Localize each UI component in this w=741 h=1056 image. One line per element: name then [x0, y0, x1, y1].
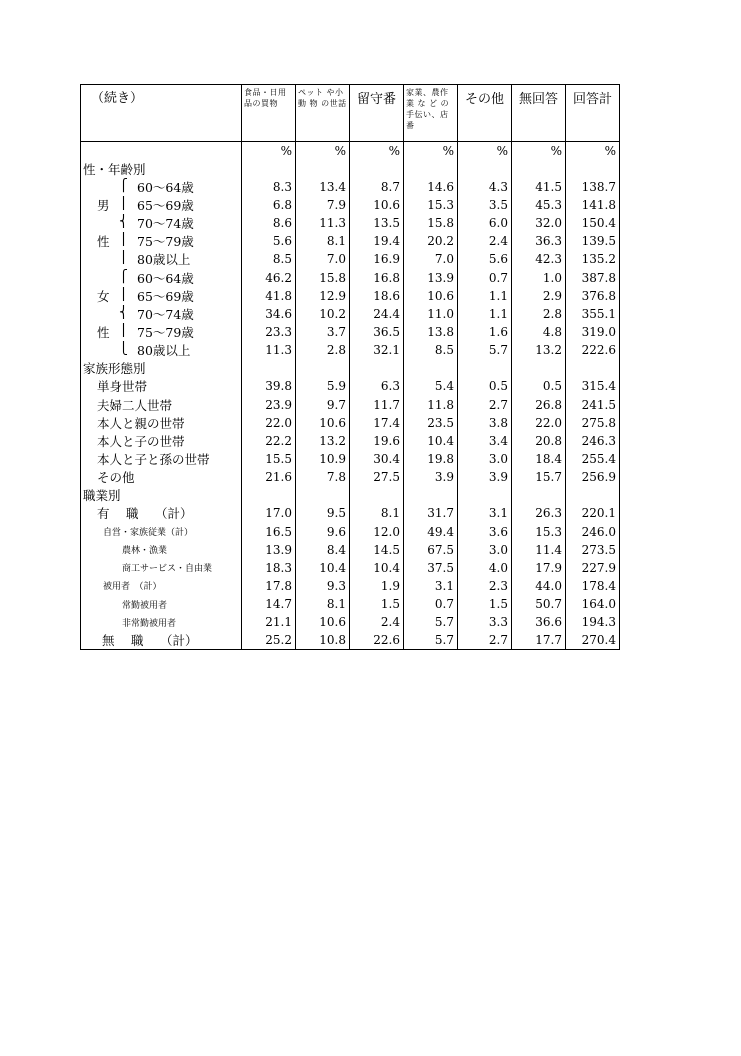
- value-cell: 16.5: [242, 522, 296, 540]
- value-cell: 21.6: [242, 468, 296, 486]
- sex-label-female: 女: [97, 288, 110, 304]
- row-label: ⎨ 70～74歳: [81, 305, 242, 323]
- value-cell: 10.2: [296, 305, 350, 323]
- table-row: [81, 559, 620, 577]
- table-row: [81, 214, 620, 232]
- value-cell: 17.0: [242, 504, 296, 522]
- unit-cell: %: [404, 142, 458, 160]
- value-cell: 2.7: [458, 395, 512, 413]
- table-row: [81, 631, 620, 650]
- value-cell: 20.2: [404, 232, 458, 250]
- value-cell: 227.9: [566, 559, 620, 577]
- value-cell: 3.3: [458, 613, 512, 631]
- brace-icon: ⎧: [119, 177, 128, 192]
- value-cell: 3.4: [458, 432, 512, 450]
- header-continued: （続き）: [81, 85, 242, 142]
- brace-icon: ⎨: [119, 304, 128, 319]
- table-row: [81, 323, 620, 341]
- value-cell: 13.2: [512, 341, 566, 359]
- value-cell: 178.4: [566, 577, 620, 595]
- value-cell: 2.4: [350, 613, 404, 631]
- sex-label-male: 男: [97, 197, 110, 213]
- value-cell: 2.8: [512, 305, 566, 323]
- value-cell: 17.8: [242, 577, 296, 595]
- value-cell: 3.7: [296, 323, 350, 341]
- value-cell: 19.6: [350, 432, 404, 450]
- value-cell: 37.5: [404, 559, 458, 577]
- sex-label-male: 性: [97, 234, 110, 250]
- value-cell: 3.8: [458, 414, 512, 432]
- value-cell: 10.8: [296, 631, 350, 650]
- table-row: [81, 268, 620, 286]
- row-label: ⎧ 60～64歳: [81, 268, 242, 286]
- value-cell: 49.4: [404, 522, 458, 540]
- value-cell: 11.7: [350, 395, 404, 413]
- row-label: その他: [81, 468, 242, 486]
- brace-icon: ⎪: [119, 250, 128, 265]
- value-cell: 6.8: [242, 196, 296, 214]
- row-label: 本人と親の世帯: [81, 414, 242, 432]
- value-cell: 7.0: [296, 250, 350, 268]
- value-cell: 24.4: [350, 305, 404, 323]
- value-cell: 8.4: [296, 541, 350, 559]
- value-cell: 246.3: [566, 432, 620, 450]
- value-cell: 23.9: [242, 395, 296, 413]
- value-cell: 387.8: [566, 268, 620, 286]
- value-cell: 5.4: [404, 377, 458, 395]
- value-cell: 17.7: [512, 631, 566, 650]
- table-row: [81, 613, 620, 631]
- brace-icon: ⎨: [119, 214, 128, 229]
- table-row: [81, 305, 620, 323]
- value-cell: 26.8: [512, 395, 566, 413]
- row-label: 夫婦二人世帯: [81, 395, 242, 413]
- value-cell: 5.6: [458, 250, 512, 268]
- value-cell: 10.6: [296, 613, 350, 631]
- survey-table: [80, 84, 620, 650]
- sex-label-female: 性: [97, 324, 110, 340]
- value-cell: 1.0: [512, 268, 566, 286]
- value-cell: 31.7: [404, 504, 458, 522]
- table-row: [81, 250, 620, 268]
- value-cell: 2.3: [458, 577, 512, 595]
- row-label: ⎪ 80歳以上: [81, 250, 242, 268]
- value-cell: 3.0: [458, 541, 512, 559]
- value-cell: 36.3: [512, 232, 566, 250]
- row-label: 自営・家族従業（計）: [81, 522, 242, 540]
- value-cell: 15.5: [242, 450, 296, 468]
- value-cell: 1.5: [458, 595, 512, 613]
- value-cell: 12.9: [296, 287, 350, 305]
- value-cell: 3.1: [458, 504, 512, 522]
- value-cell: 3.9: [404, 468, 458, 486]
- row-label: ⎧ 60～64歳: [81, 178, 242, 196]
- value-cell: 13.5: [350, 214, 404, 232]
- table-row: [81, 232, 620, 250]
- unit-label-cell: [81, 142, 242, 160]
- table-row: [81, 522, 620, 540]
- value-cell: 45.3: [512, 196, 566, 214]
- value-cell: 46.2: [242, 268, 296, 286]
- value-cell: 1.1: [458, 305, 512, 323]
- value-cell: 26.3: [512, 504, 566, 522]
- header-col-5: その他: [458, 85, 512, 142]
- value-cell: 16.8: [350, 268, 404, 286]
- value-cell: 8.6: [242, 214, 296, 232]
- value-cell: 220.1: [566, 504, 620, 522]
- value-cell: 30.4: [350, 450, 404, 468]
- header-row: [81, 85, 620, 142]
- value-cell: 4.0: [458, 559, 512, 577]
- value-cell: 150.4: [566, 214, 620, 232]
- value-cell: 13.9: [404, 268, 458, 286]
- value-cell: 25.2: [242, 631, 296, 650]
- table-row: [81, 178, 620, 196]
- section-family: 家族形態別: [81, 359, 242, 377]
- value-cell: 2.7: [458, 631, 512, 650]
- value-cell: 22.0: [512, 414, 566, 432]
- row-label: 商工サービス・自由業: [81, 559, 242, 577]
- value-cell: 8.5: [404, 341, 458, 359]
- value-cell: 8.5: [242, 250, 296, 268]
- value-cell: 41.5: [512, 178, 566, 196]
- table-row: [81, 341, 620, 359]
- table-row: [81, 504, 620, 522]
- header-col-4: 家業、農作業 な ど の手伝い、店番: [404, 85, 458, 142]
- value-cell: 139.5: [566, 232, 620, 250]
- row-label: ⎩ 80歳以上: [81, 341, 242, 359]
- value-cell: 36.6: [512, 613, 566, 631]
- section-job: 職業別: [81, 486, 242, 504]
- unit-cell: %: [242, 142, 296, 160]
- brace-icon: ⎩: [119, 341, 128, 356]
- value-cell: 15.3: [404, 196, 458, 214]
- value-cell: 8.3: [242, 178, 296, 196]
- value-cell: 22.2: [242, 432, 296, 450]
- unit-row: [81, 142, 620, 160]
- brace-icon: ⎧: [119, 268, 128, 283]
- value-cell: 1.6: [458, 323, 512, 341]
- row-label: 常勤被用者: [81, 595, 242, 613]
- value-cell: 18.6: [350, 287, 404, 305]
- section-sex-age: 性・年齢別: [81, 160, 242, 178]
- value-cell: 23.5: [404, 414, 458, 432]
- value-cell: 11.8: [404, 395, 458, 413]
- value-cell: 19.8: [404, 450, 458, 468]
- table-row: [81, 577, 620, 595]
- unit-cell: %: [512, 142, 566, 160]
- header-col-2: ペット や小 動 物 の世話: [296, 85, 350, 142]
- value-cell: 32.1: [350, 341, 404, 359]
- brace-icon: ⎪: [119, 232, 128, 247]
- value-cell: 355.1: [566, 305, 620, 323]
- value-cell: 10.9: [296, 450, 350, 468]
- value-cell: 17.9: [512, 559, 566, 577]
- header-col-7: 回答計: [566, 85, 620, 142]
- value-cell: 11.0: [404, 305, 458, 323]
- section-row: [81, 359, 620, 377]
- value-cell: 5.9: [296, 377, 350, 395]
- value-cell: 4.8: [512, 323, 566, 341]
- unit-cell: %: [458, 142, 512, 160]
- value-cell: 8.1: [296, 595, 350, 613]
- value-cell: 14.6: [404, 178, 458, 196]
- brace-icon: ⎪: [119, 322, 128, 337]
- value-cell: 36.5: [350, 323, 404, 341]
- value-cell: 5.7: [404, 613, 458, 631]
- value-cell: 141.8: [566, 196, 620, 214]
- value-cell: 11.3: [242, 341, 296, 359]
- value-cell: 4.3: [458, 178, 512, 196]
- value-cell: 7.9: [296, 196, 350, 214]
- value-cell: 12.0: [350, 522, 404, 540]
- value-cell: 319.0: [566, 323, 620, 341]
- value-cell: 3.9: [458, 468, 512, 486]
- value-cell: 23.3: [242, 323, 296, 341]
- value-cell: 273.5: [566, 541, 620, 559]
- value-cell: 2.4: [458, 232, 512, 250]
- value-cell: 5.7: [458, 341, 512, 359]
- value-cell: 15.3: [512, 522, 566, 540]
- value-cell: 10.6: [296, 414, 350, 432]
- value-cell: 15.8: [296, 268, 350, 286]
- value-cell: 8.1: [350, 504, 404, 522]
- value-cell: 15.7: [512, 468, 566, 486]
- value-cell: 18.3: [242, 559, 296, 577]
- value-cell: 10.4: [404, 432, 458, 450]
- table-row: [81, 432, 620, 450]
- value-cell: 270.4: [566, 631, 620, 650]
- value-cell: 27.5: [350, 468, 404, 486]
- value-cell: 9.3: [296, 577, 350, 595]
- value-cell: 164.0: [566, 595, 620, 613]
- value-cell: 13.4: [296, 178, 350, 196]
- value-cell: 3.5: [458, 196, 512, 214]
- value-cell: 135.2: [566, 250, 620, 268]
- value-cell: 6.0: [458, 214, 512, 232]
- value-cell: 246.0: [566, 522, 620, 540]
- value-cell: 20.8: [512, 432, 566, 450]
- table-row: [81, 377, 620, 395]
- section-row: [81, 160, 620, 178]
- row-label: 非常勤被用者: [81, 613, 242, 631]
- value-cell: 9.5: [296, 504, 350, 522]
- value-cell: 11.3: [296, 214, 350, 232]
- row-label: 本人と子の世帯: [81, 432, 242, 450]
- value-cell: 13.2: [296, 432, 350, 450]
- value-cell: 315.4: [566, 377, 620, 395]
- value-cell: 44.0: [512, 577, 566, 595]
- value-cell: 1.5: [350, 595, 404, 613]
- value-cell: 2.9: [512, 287, 566, 305]
- value-cell: 241.5: [566, 395, 620, 413]
- value-cell: 10.6: [404, 287, 458, 305]
- value-cell: 256.9: [566, 468, 620, 486]
- value-cell: 1.1: [458, 287, 512, 305]
- row-label: 被用者 （計）: [81, 577, 242, 595]
- brace-icon: ⎪: [119, 286, 128, 301]
- header-col-3: 留守番: [350, 85, 404, 142]
- row-label: 男 ⎪ 65～69歳: [81, 196, 242, 214]
- value-cell: 22.6: [350, 631, 404, 650]
- value-cell: 222.6: [566, 341, 620, 359]
- value-cell: 1.9: [350, 577, 404, 595]
- value-cell: 7.8: [296, 468, 350, 486]
- value-cell: 8.1: [296, 232, 350, 250]
- value-cell: 9.6: [296, 522, 350, 540]
- value-cell: 255.4: [566, 450, 620, 468]
- row-label: 無 職 （計）: [81, 631, 242, 650]
- value-cell: 42.3: [512, 250, 566, 268]
- value-cell: 41.8: [242, 287, 296, 305]
- value-cell: 17.4: [350, 414, 404, 432]
- value-cell: 138.7: [566, 178, 620, 196]
- value-cell: 67.5: [404, 541, 458, 559]
- value-cell: 18.4: [512, 450, 566, 468]
- value-cell: 13.9: [242, 541, 296, 559]
- value-cell: 8.7: [350, 178, 404, 196]
- row-label: 性 ⎪ 75～79歳: [81, 232, 242, 250]
- value-cell: 5.7: [404, 631, 458, 650]
- value-cell: 0.5: [458, 377, 512, 395]
- header-col-1: 食品・日用品の買物: [242, 85, 296, 142]
- value-cell: 3.1: [404, 577, 458, 595]
- value-cell: 11.4: [512, 541, 566, 559]
- row-label: 有 職 （計）: [81, 504, 242, 522]
- table-row: [81, 196, 620, 214]
- table-header: [81, 85, 620, 142]
- value-cell: 19.4: [350, 232, 404, 250]
- row-label: 女 ⎪ 65～69歳: [81, 287, 242, 305]
- value-cell: 3.0: [458, 450, 512, 468]
- section-row: [81, 486, 620, 504]
- value-cell: 376.8: [566, 287, 620, 305]
- value-cell: 22.0: [242, 414, 296, 432]
- row-label: 単身世帯: [81, 377, 242, 395]
- table-row: [81, 414, 620, 432]
- value-cell: 50.7: [512, 595, 566, 613]
- value-cell: 14.7: [242, 595, 296, 613]
- header-col-6: 無回答: [512, 85, 566, 142]
- value-cell: 9.7: [296, 395, 350, 413]
- value-cell: 10.4: [350, 559, 404, 577]
- value-cell: 13.8: [404, 323, 458, 341]
- table-row: [81, 287, 620, 305]
- value-cell: 2.8: [296, 341, 350, 359]
- value-cell: 15.8: [404, 214, 458, 232]
- value-cell: 6.3: [350, 377, 404, 395]
- value-cell: 34.6: [242, 305, 296, 323]
- row-label: ⎨ 70～74歳: [81, 214, 242, 232]
- value-cell: 21.1: [242, 613, 296, 631]
- table-row: [81, 541, 620, 559]
- unit-cell: %: [296, 142, 350, 160]
- value-cell: 3.6: [458, 522, 512, 540]
- unit-cell: %: [566, 142, 620, 160]
- row-label: 性 ⎪ 75～79歳: [81, 323, 242, 341]
- value-cell: 194.3: [566, 613, 620, 631]
- value-cell: 10.6: [350, 196, 404, 214]
- value-cell: 5.6: [242, 232, 296, 250]
- row-label: 本人と子と孫の世帯: [81, 450, 242, 468]
- table-row: [81, 595, 620, 613]
- unit-cell: %: [350, 142, 404, 160]
- value-cell: 16.9: [350, 250, 404, 268]
- value-cell: 7.0: [404, 250, 458, 268]
- value-cell: 0.7: [458, 268, 512, 286]
- value-cell: 14.5: [350, 541, 404, 559]
- value-cell: 0.7: [404, 595, 458, 613]
- brace-icon: ⎪: [119, 195, 128, 210]
- table-row: [81, 468, 620, 486]
- value-cell: 10.4: [296, 559, 350, 577]
- table-row: [81, 450, 620, 468]
- row-label: 農林・漁業: [81, 541, 242, 559]
- table-row: [81, 395, 620, 413]
- value-cell: 0.5: [512, 377, 566, 395]
- value-cell: 275.8: [566, 414, 620, 432]
- value-cell: 39.8: [242, 377, 296, 395]
- table-body: [81, 142, 620, 650]
- value-cell: 32.0: [512, 214, 566, 232]
